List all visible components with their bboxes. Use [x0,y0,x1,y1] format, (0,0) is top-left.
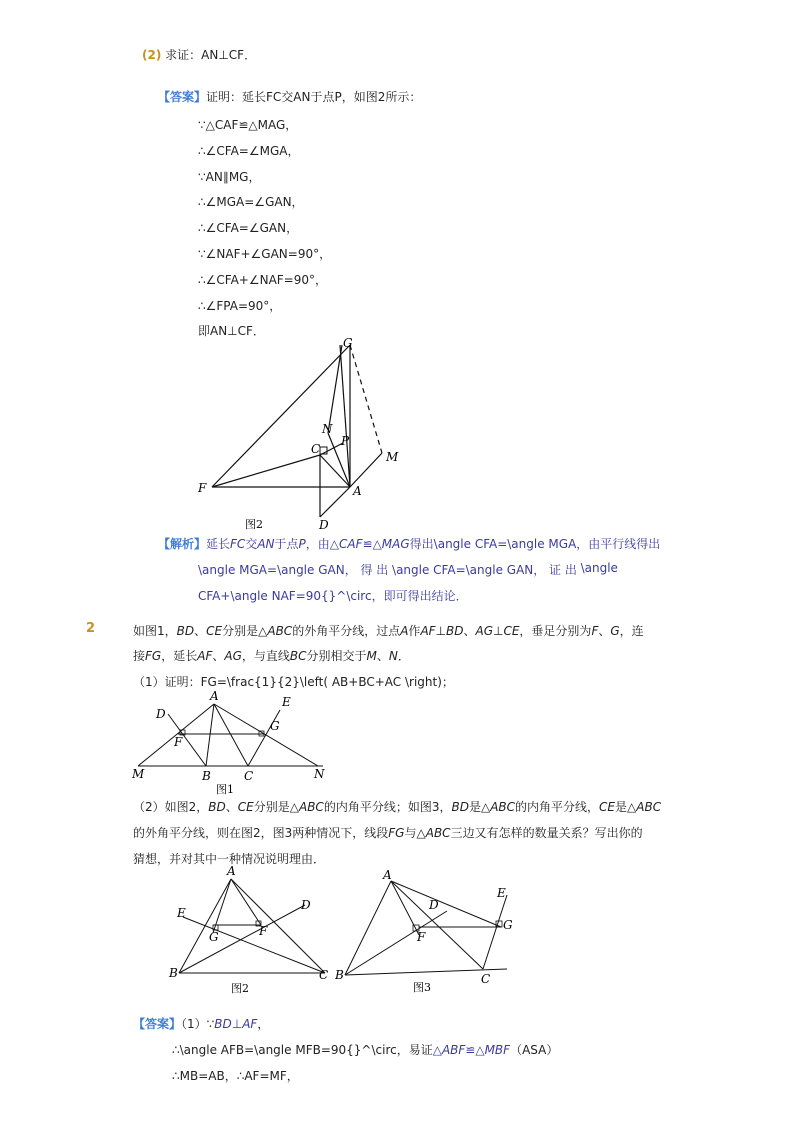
text: 出 [564,563,577,577]
fig-label-F: F [259,924,268,938]
text: 接 [133,649,146,663]
text: 交 [245,537,258,551]
analysis-tag: 【解析】 [158,537,207,551]
text: 作 [408,624,421,638]
text: 、 [225,800,238,814]
fig-label-B: B [335,968,344,982]
text: 、 [598,624,611,638]
text: 证 [549,563,562,577]
text: （2）如图2， [133,800,209,814]
text: 出 [376,563,389,577]
answer-intro: 证明：延长FC交AN于点P，如图2所示： [206,90,422,104]
text: 如图1， [133,624,177,638]
text: （ASA） [510,1043,559,1057]
proof-step: ∴∠MGA=∠GAN， [198,195,304,210]
fig-label-C: C [319,968,329,982]
text: 得 [360,563,373,577]
q1-analysis-line1 [158,535,660,552]
text: FG [145,649,162,663]
fig-label-G: G [209,930,219,944]
q2-answer-line1 [133,1015,269,1032]
q2-answer-line3: ∴MB=AB，∴AF=MF， [172,1069,299,1083]
proof-step: ∴∠CFA=∠GAN， [198,221,299,236]
fig-label-F: F [174,735,183,749]
text: △ABC [258,624,293,638]
text: ，与直线 [241,649,290,663]
proof-step: ∵∠NAF+∠GAN=90°， [198,246,332,261]
fig-label-F: F [198,481,207,495]
text: 是 [615,800,628,814]
fig-label-C: C [481,972,491,986]
text: BD [176,624,195,638]
text: 分别是 [253,800,290,814]
text: ∴\angle AFB=\angle MFB=90{}^\circ，易证 [172,1043,433,1057]
fig-label-B: B [202,769,211,783]
q2-figure-1 [128,690,328,798]
text: M [366,649,377,663]
fig-label-A: A [227,865,236,878]
text: 延长 [206,537,231,551]
text: 、 [194,624,207,638]
text: G [610,624,620,638]
text: 、 [376,649,389,663]
text: 分别是 [222,624,259,638]
proof-step: ∵AN∥MG， [198,169,261,184]
q2-part2-line1 [133,798,661,815]
proof-step: ∴∠CFA=∠MGA， [198,143,300,158]
fig-label-P: P [341,434,350,448]
fig-label-D: D [429,898,439,912]
fig-label-G: G [270,719,280,733]
text: BD [208,800,226,814]
fig-label-E: E [177,906,186,920]
text: 、 [463,624,476,638]
text: △ABF≌△MBF [432,1043,511,1057]
fig-label-N: N [314,767,325,781]
text: 、 [212,649,225,663]
text: BD⊥AF [214,1017,258,1031]
text: AG [224,649,242,663]
text: ，延长 [161,649,198,663]
fig-label-G: G [503,918,513,932]
fig-label-B: B [169,966,178,980]
fig-label-A: A [383,868,392,882]
text: FG [388,826,405,840]
fig-label-D: D [319,518,329,532]
text: 是 [468,800,481,814]
text: ， [257,1017,270,1031]
text: △ABC [416,826,451,840]
text: CE [237,800,254,814]
q2-part2-line3: 猜想，并对其中一种情况说明理由． [133,852,326,866]
text: △ABC [627,800,662,814]
text: △CAF≌△MAG [329,537,410,551]
fig-label-M: M [132,767,145,781]
text: \angle [580,561,618,575]
text: 三边又有怎样的数量关系？写出你的 [450,826,643,840]
text: \angle MGA=\angle GAN， [198,563,357,577]
q2-line1 [133,622,644,639]
text: △ABC [480,800,516,814]
q1-proof-steps [198,113,331,345]
q2-figure-2 [165,865,345,1000]
proof-step: 即AN⊥CF． [198,324,265,339]
q1-analysis-line2 [198,561,618,578]
fig-label-E: E [282,695,291,709]
answer-tag: 【答案】 [133,1017,182,1031]
text: AF⊥BD [420,624,464,638]
text: BC [289,649,307,663]
q2-answer-line2 [172,1041,558,1058]
figure-caption: 图3 [413,981,431,994]
fig-label-M: M [386,450,399,464]
fig-label-D: D [156,707,166,721]
text: \angle CFA=\angle GAN， [392,563,546,577]
text: P [298,537,306,551]
text: AG⊥CE [475,624,520,638]
fig-label-C: C [244,769,254,783]
text: ，即可得出结论． [371,589,468,603]
fig-label-A: A [210,690,219,703]
q2-line2 [133,647,410,664]
q1-figure-2 [190,335,410,535]
text: 于点 [274,537,299,551]
text: ，垂足分别为 [519,624,592,638]
fig-label-N: N [322,422,333,436]
q1-analysis-line3 [198,587,468,604]
text: FC [230,537,246,551]
question-number: 2 [86,621,96,636]
text: BD [451,800,469,814]
fig-label-D: D [301,898,311,912]
text: AN [257,537,275,551]
text: 分别相交于 [306,649,367,663]
figure-caption: 图1 [216,783,234,796]
text: ，由 [305,537,330,551]
figure-caption: 图2 [231,982,249,995]
text: 的内角平分线；如图3， [323,800,452,814]
text: CFA+\angle NAF=90{}^\circ [198,589,372,603]
q1-answer-intro [158,88,421,105]
fig-label-F: F [417,930,426,944]
q2-part1: （1）证明：FG=\frac{1}{2}\left( AB+BC+AC \right)； [133,675,454,689]
fig-label-A: A [353,484,362,498]
proof-step: ∴∠FPA=90°， [198,298,282,313]
text: 的内角平分线， [515,800,600,814]
text: N [388,649,398,663]
q2-part2-line2 [133,824,643,841]
text: 与 [404,826,417,840]
fig-label-G: G [343,336,353,350]
text: ． [397,649,410,663]
answer-tag: 【答案】 [158,90,207,104]
text: △ABC [289,800,324,814]
q1-part2-heading [142,46,256,63]
text: （1）∵ [181,1017,215,1031]
text: CE [599,800,616,814]
text: F [591,624,599,638]
text: 的外角平分线，则在图2，图3两种情况下，线段 [133,826,389,840]
figure-caption: 图2 [245,518,263,531]
fig-label-C: C [311,442,321,456]
q2-figure-3 [335,865,520,1000]
text: A [400,624,409,638]
text: 得出\angle CFA=\angle MGA，由平行线得出 [409,537,661,551]
text: CE [206,624,223,638]
proof-step: ∴∠CFA+∠NAF=90°， [198,272,328,287]
text: AF [197,649,213,663]
fig-label-E: E [497,886,506,900]
part-number: (2) [142,48,162,62]
text: ，连 [619,624,644,638]
proof-step: ∵△CAF≌△MAG， [198,118,298,132]
part-text: 求证：AN⊥CF． [165,48,257,62]
text: 的外角平分线，过点 [292,624,401,638]
